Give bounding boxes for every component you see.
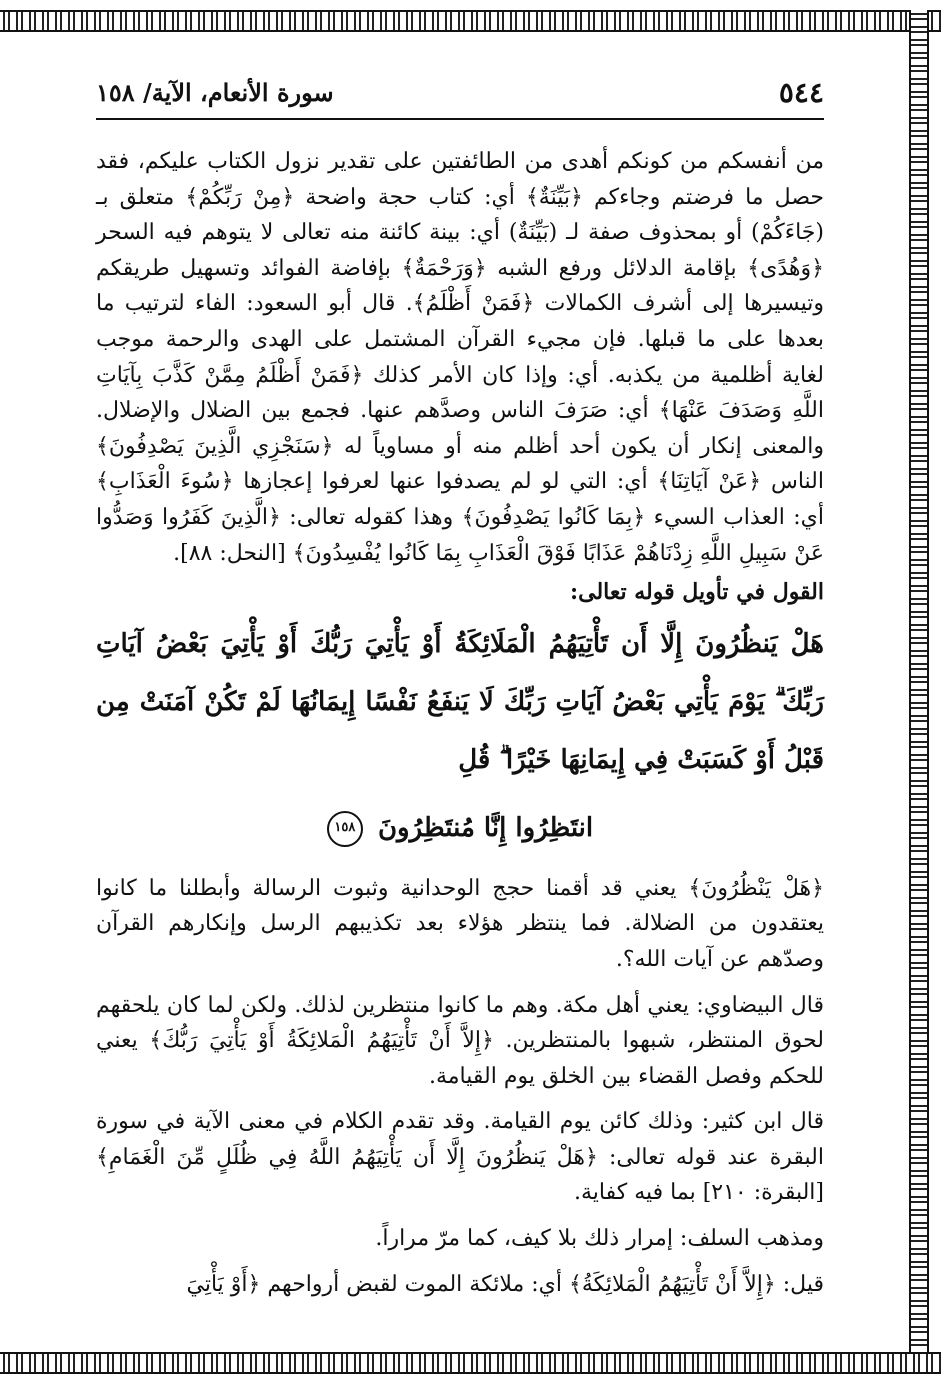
section-heading: القول في تأويل قوله تعالى: [570,579,824,606]
page-content [96,144,824,1302]
commentary-paragraph-3: قال البيضاوي: يعني أهل مكة. وهم ما كانوا منتظرين لذلك. ولكن لما كان يلحقهم لحوق المنتظر، شبهوا بالمنتظرين. ﴿إِلاَّ أَنْ تَأْتِيَهُمُ الْمَلائِكَةُ أَوْ يَأْتِيَ رَبُّكَ﴾ يعني للحكم وفصل القضاء بين الخلق يوم القيامة. [96,992,824,1089]
page-number: ٥٤٤ [778,76,824,109]
page-header [96,76,824,120]
commentary-paragraph-5: ومذهب السلف: إمرار ذلك بلا كيف، كما مرّ مراراً. [375,1226,824,1252]
commentary-paragraph-6: قيل: ﴿إِلاَّ أَنْ تَأْتِيَهُمُ الْمَلائِكَةُ﴾ أي: ملائكة الموت لقبض أرواحهم ﴿أَوْ يَأْتِيَ [186,1271,824,1297]
ornamental-border-top [0,10,941,32]
quran-verse-ending [96,799,824,857]
commentary-paragraph-2: ﴿هَلْ يَنْظُرُونَ﴾ يعني قد أقمنا حجج الوحدانية وثبوت الرسالة وأبطلنا ما كانوا يعتقدون من الضلالة. فما ينتظر هؤلاء بعد تكذيبهم الرسل وإنكارهم القرآن وصدّهم عن آيات الله؟. [96,875,824,972]
quran-verse-text: هَلْ يَنظُرُونَ إِلَّا أَن تَأْتِيَهُمُ الْمَلَائِكَةُ أَوْ يَأْتِيَ رَبُّكَ أَوْ يَأْتِيَ بَعْضُ آيَاتِ رَبِّكَ ۗ يَوْمَ يَأْتِي بَعْضُ آيَاتِ رَبِّكَ لَا يَنفَعُ نَفْسًا إِيمَانُهَا لَمْ تَكُنْ آمَنَتْ مِن قَبْلُ أَوْ كَسَبَتْ فِي إِيمَانِهَا خَيْرًا ۗ قُلِ [96,628,824,775]
ornamental-border-right [909,10,929,1374]
running-title: سورة الأنعام، الآية/ ١٥٨ [96,78,334,107]
ayah-number-icon: ١٥٨ [327,811,363,847]
quran-verse-end-text: انتَظِرُوا إِنَّا مُنتَظِرُونَ [377,812,594,843]
ornamental-border-bottom [0,1352,941,1374]
commentary-paragraph-4: قال ابن كثير: وذلك كائن يوم القيامة. وقد تقدم الكلام في معنى الآية في سورة البقرة عند قوله تعالى: ﴿هَلْ يَنظُرُونَ إِلَّا أَن يَأْتِيَهُمُ اللَّهُ فِي ظُلَلٍ مِّنَ الْغَمَامِ﴾ [البقرة: ٢١٠] بما فيه كفاية. [96,1109,824,1206]
commentary-paragraph-1: من أنفسكم من كونكم أهدى من الطائفتين على تقدير نزول الكتاب عليكم، فقد حصل ما فرضتم وجاءكم ﴿بَيِّنَةٌ﴾ أي: كتاب حجة واضحة ﴿مِنْ رَبِّكُمْ﴾ متعلق بـ (جَاءَكُمْ) أو بمحذوف صفة لـ (بَيِّنَةٌ) أي: بينة كائنة منه تعالى لا يتوهم فيه السحر ﴿وَهُدًى﴾ بإقامة الدلائل ورفع الشبه ﴿وَرَحْمَةٌ﴾ بإفاضة الفوائد وتسهيل طريقكم وتيسيرها إلى أشرف الكمالات ﴿فَمَنْ أَظْلَمُ﴾. قال أبو السعود: الفاء لترتيب ما بعدها على ما قبلها. فإن مجيء القرآن المشتمل على الهدى والرحمة موجب لغاية أظلمية من يكذبه. أي: وإذا كان الأمر كذلك ﴿فَمَنْ أَظْلَمُ مِمَّنْ كَذَّبَ بِآيَاتِ اللَّهِ وَصَدَفَ عَنْهَا﴾ أي: صَرَفَ الناس وصدَّهم عنها. فجمع بين الضلال والإضلال. والمعنى إنكار أن يكون أحد أظلم منه أو مساوياً له ﴿سَنَجْزِي الَّذِينَ يَصْدِفُونَ﴾ الناس ﴿عَنْ آيَاتِنَا﴾ أي: التي لو لم يصدفوا عنها لعرفوا إعجازها ﴿سُوءَ الْعَذَابِ﴾ أي: العذاب السيء ﴿بِمَا كَانُوا يَصْدِفُونَ﴾ وهذا كقوله تعالى: ﴿الَّذِينَ كَفَرُوا وَصَدُّوا عَنْ سَبِيلِ اللَّهِ زِدْنَاهُمْ عَذَابًا فَوْقَ الْعَذَابِ بِمَا كَانُوا يُفْسِدُونَ﴾ [النحل: ٨٨]. [96,149,824,566]
quran-verse [96,615,824,789]
